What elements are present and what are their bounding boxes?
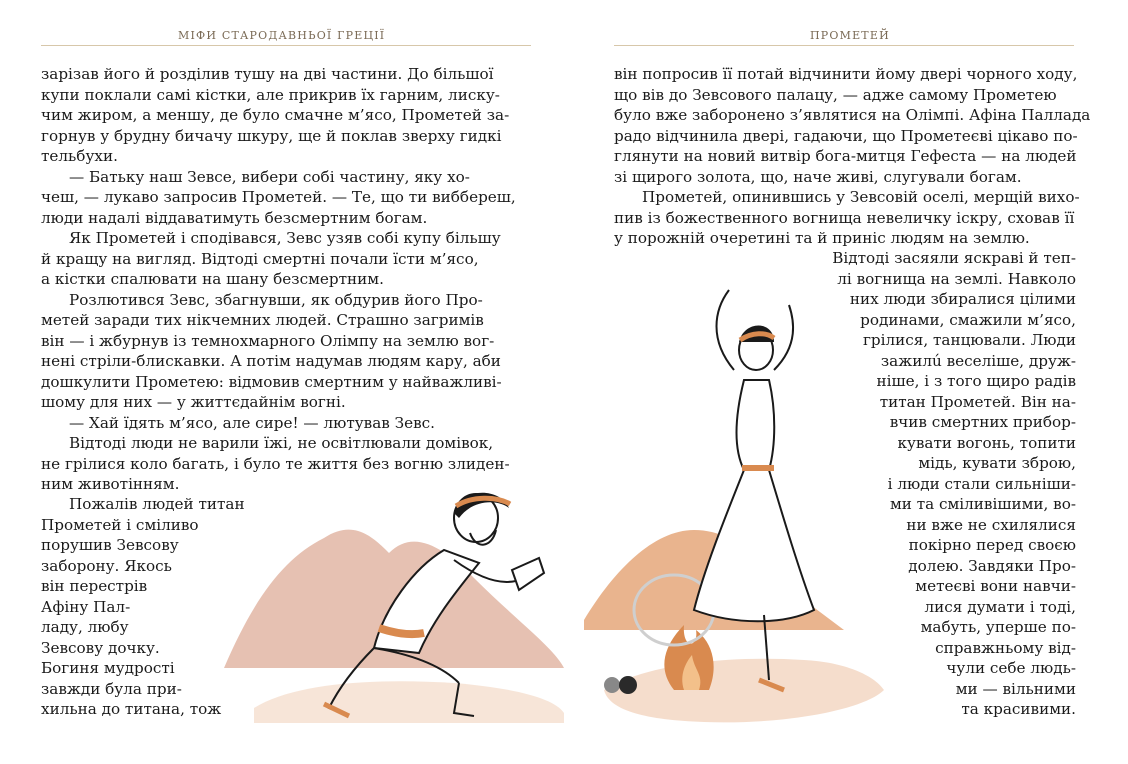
text-line: — Хай їдять м’ясо, але сире! — лютував Зевс. [69,413,435,432]
text-line: Прометей і сміливо [41,515,199,534]
text-line: ни вже не схилялися [906,515,1076,534]
text-line: купи поклали самі кістки, але прикрив їх гарним, лиску- [41,85,500,104]
text-line: ним животінням. [41,475,180,493]
text-line: Відтоді люди не варили їжі, не освітлювали домівок, [69,434,494,452]
text-line: ніше, і з того щиро радів [876,372,1076,390]
text-line: він — і жбурнув із темнохмарного Олімпу на землю вог- [41,331,495,350]
dress [694,380,814,621]
sand-shape [604,659,884,723]
text-line: — Батьку наш Зевсе, вибери собі частину, яку хо- [69,167,470,186]
text-line: зажилú веселіше, друж- [880,351,1076,370]
text-line: грілися, танцювали. Люди [862,331,1076,349]
text-line: чули себе людь- [946,659,1076,677]
text-line: ладу, любу [41,618,129,636]
prometheus-kneeling-illustration [214,478,564,728]
stone [604,677,620,693]
text-line: метеєві вони навчи- [915,577,1076,595]
text-line: і люди стали сильніши- [887,474,1076,493]
text-line: Пожалів людей титан [69,495,245,513]
stone [619,676,637,694]
text-line: а кістки спалювати на шану безсмертним. [41,270,384,288]
text-line: лися думати і тоді, [924,597,1076,616]
text-line: шому для них — у життєдайнім вогні. [41,393,346,411]
text-line: мабуть, уперше по- [920,618,1076,636]
text-line: не грілися коло багать, і було те життя без вогню злиден- [41,454,510,473]
text-line: родинами, смажили м’ясо, [860,310,1076,329]
text-line: лі вогнища на землі. Навколо [837,269,1076,288]
text-line: Афіну Пал- [41,597,131,616]
text-line: тельбухи. [41,147,118,165]
text-line: дошкулити Прометею: відмовив смертним у найважливі- [41,372,502,391]
right-page [564,0,1128,764]
header-rule-right [614,45,1074,46]
text-line: метей заради тих нікчемних людей. Страшно загримів [41,311,484,329]
header-rule-left [41,45,531,46]
text-line: Зевсову дочку. [41,638,160,657]
text-line: радо відчинила двері, гадаючи, що Прометеєві цікаво по- [614,126,1078,145]
text-line: кувати вогонь, топити [897,433,1076,452]
text-line: Богиня мудрості [41,659,175,677]
text-line: Прометей, опинившись у Зевсовій оселі, мерщій вихо- [642,188,1080,206]
arm-left [717,290,735,370]
text-line: Як Прометей і сподівався, Зевс узяв собі купу більшу [69,229,501,247]
text-line: титан Прометей. Він на- [879,392,1076,411]
text-line: них люди збиралися цілими [849,290,1076,308]
left-body-text [41,64,516,495]
text-line: Розлютився Зевс, збагнувши, як обдурив його Про- [69,290,483,309]
right-body-text [614,64,1090,249]
sand-shape [254,681,564,723]
text-line: та красивими. [961,700,1076,718]
text-line: люди надалі віддаватимуть безсмертним богам. [41,208,428,227]
text-line: чим жиром, а меншу, де було смачне м’ясо, Прометей за- [41,106,510,124]
text-line: чеш, — лукаво запросив Прометей. — Те, що ти виббереш, [41,188,516,206]
text-line: у порожній очеретині та й приніс людям на землю. [614,229,1030,247]
text-line: покірно перед своєю [908,536,1076,554]
text-line: мідь, кувати зброю, [918,454,1076,472]
arm-right [774,305,793,370]
running-head-left: МІФИ СТАРОДАВНЬОЇ ГРЕЦІЇ [178,29,386,42]
text-line: зі щирого золота, що, наче живі, слугували богам. [614,167,1022,186]
text-line: Відтоді засяяли яскраві й теп- [832,249,1076,267]
text-line: він попросив її потай відчинити йому двері чорного ходу, [614,65,1078,83]
text-line: глянути на новий витвір бога-митця Гефеста — на людей [614,147,1077,165]
text-line: вчив смертних прибор- [889,413,1076,431]
text-line: він перестрів [41,577,148,595]
text-line: ми — вільними [955,679,1076,698]
text-line: справжньому від- [935,638,1076,657]
text-line: зарізав його й розділив тушу на дві частини. До більшої [41,65,494,83]
text-line: порушив Зевсову [41,536,179,554]
text-line: горнув у брудну бичачу шкуру, ще й поклав зверху гидкі [41,126,502,145]
text-line: хильна до титана, тож [41,700,222,718]
text-line: долею. Завдяки Про- [908,556,1076,575]
text-line: нені стріли-блискавки. А потім надумав людям кару, аби [41,352,501,370]
dancing-woman-fire-illustration [584,270,884,740]
text-line: було вже заборонено з’являтися на Олімпі. Афіна Паллада [614,106,1091,124]
text-line: заборону. Якось [41,556,172,575]
text-line: завжди була при- [41,679,182,698]
text-line: пив із божественного вогнища невеличку іскру, сховав її [614,208,1075,227]
text-line: й кращу на вигляд. Відтоді смертні почали їсти м’ясо, [41,249,479,268]
running-head-right: ПРОМЕТЕЙ [810,29,890,42]
hands [512,558,544,590]
text-line: що вів до Зевсового палацу, — адже самому Прометею [614,85,1057,104]
text-line: ми та сміливішими, во- [889,495,1076,513]
